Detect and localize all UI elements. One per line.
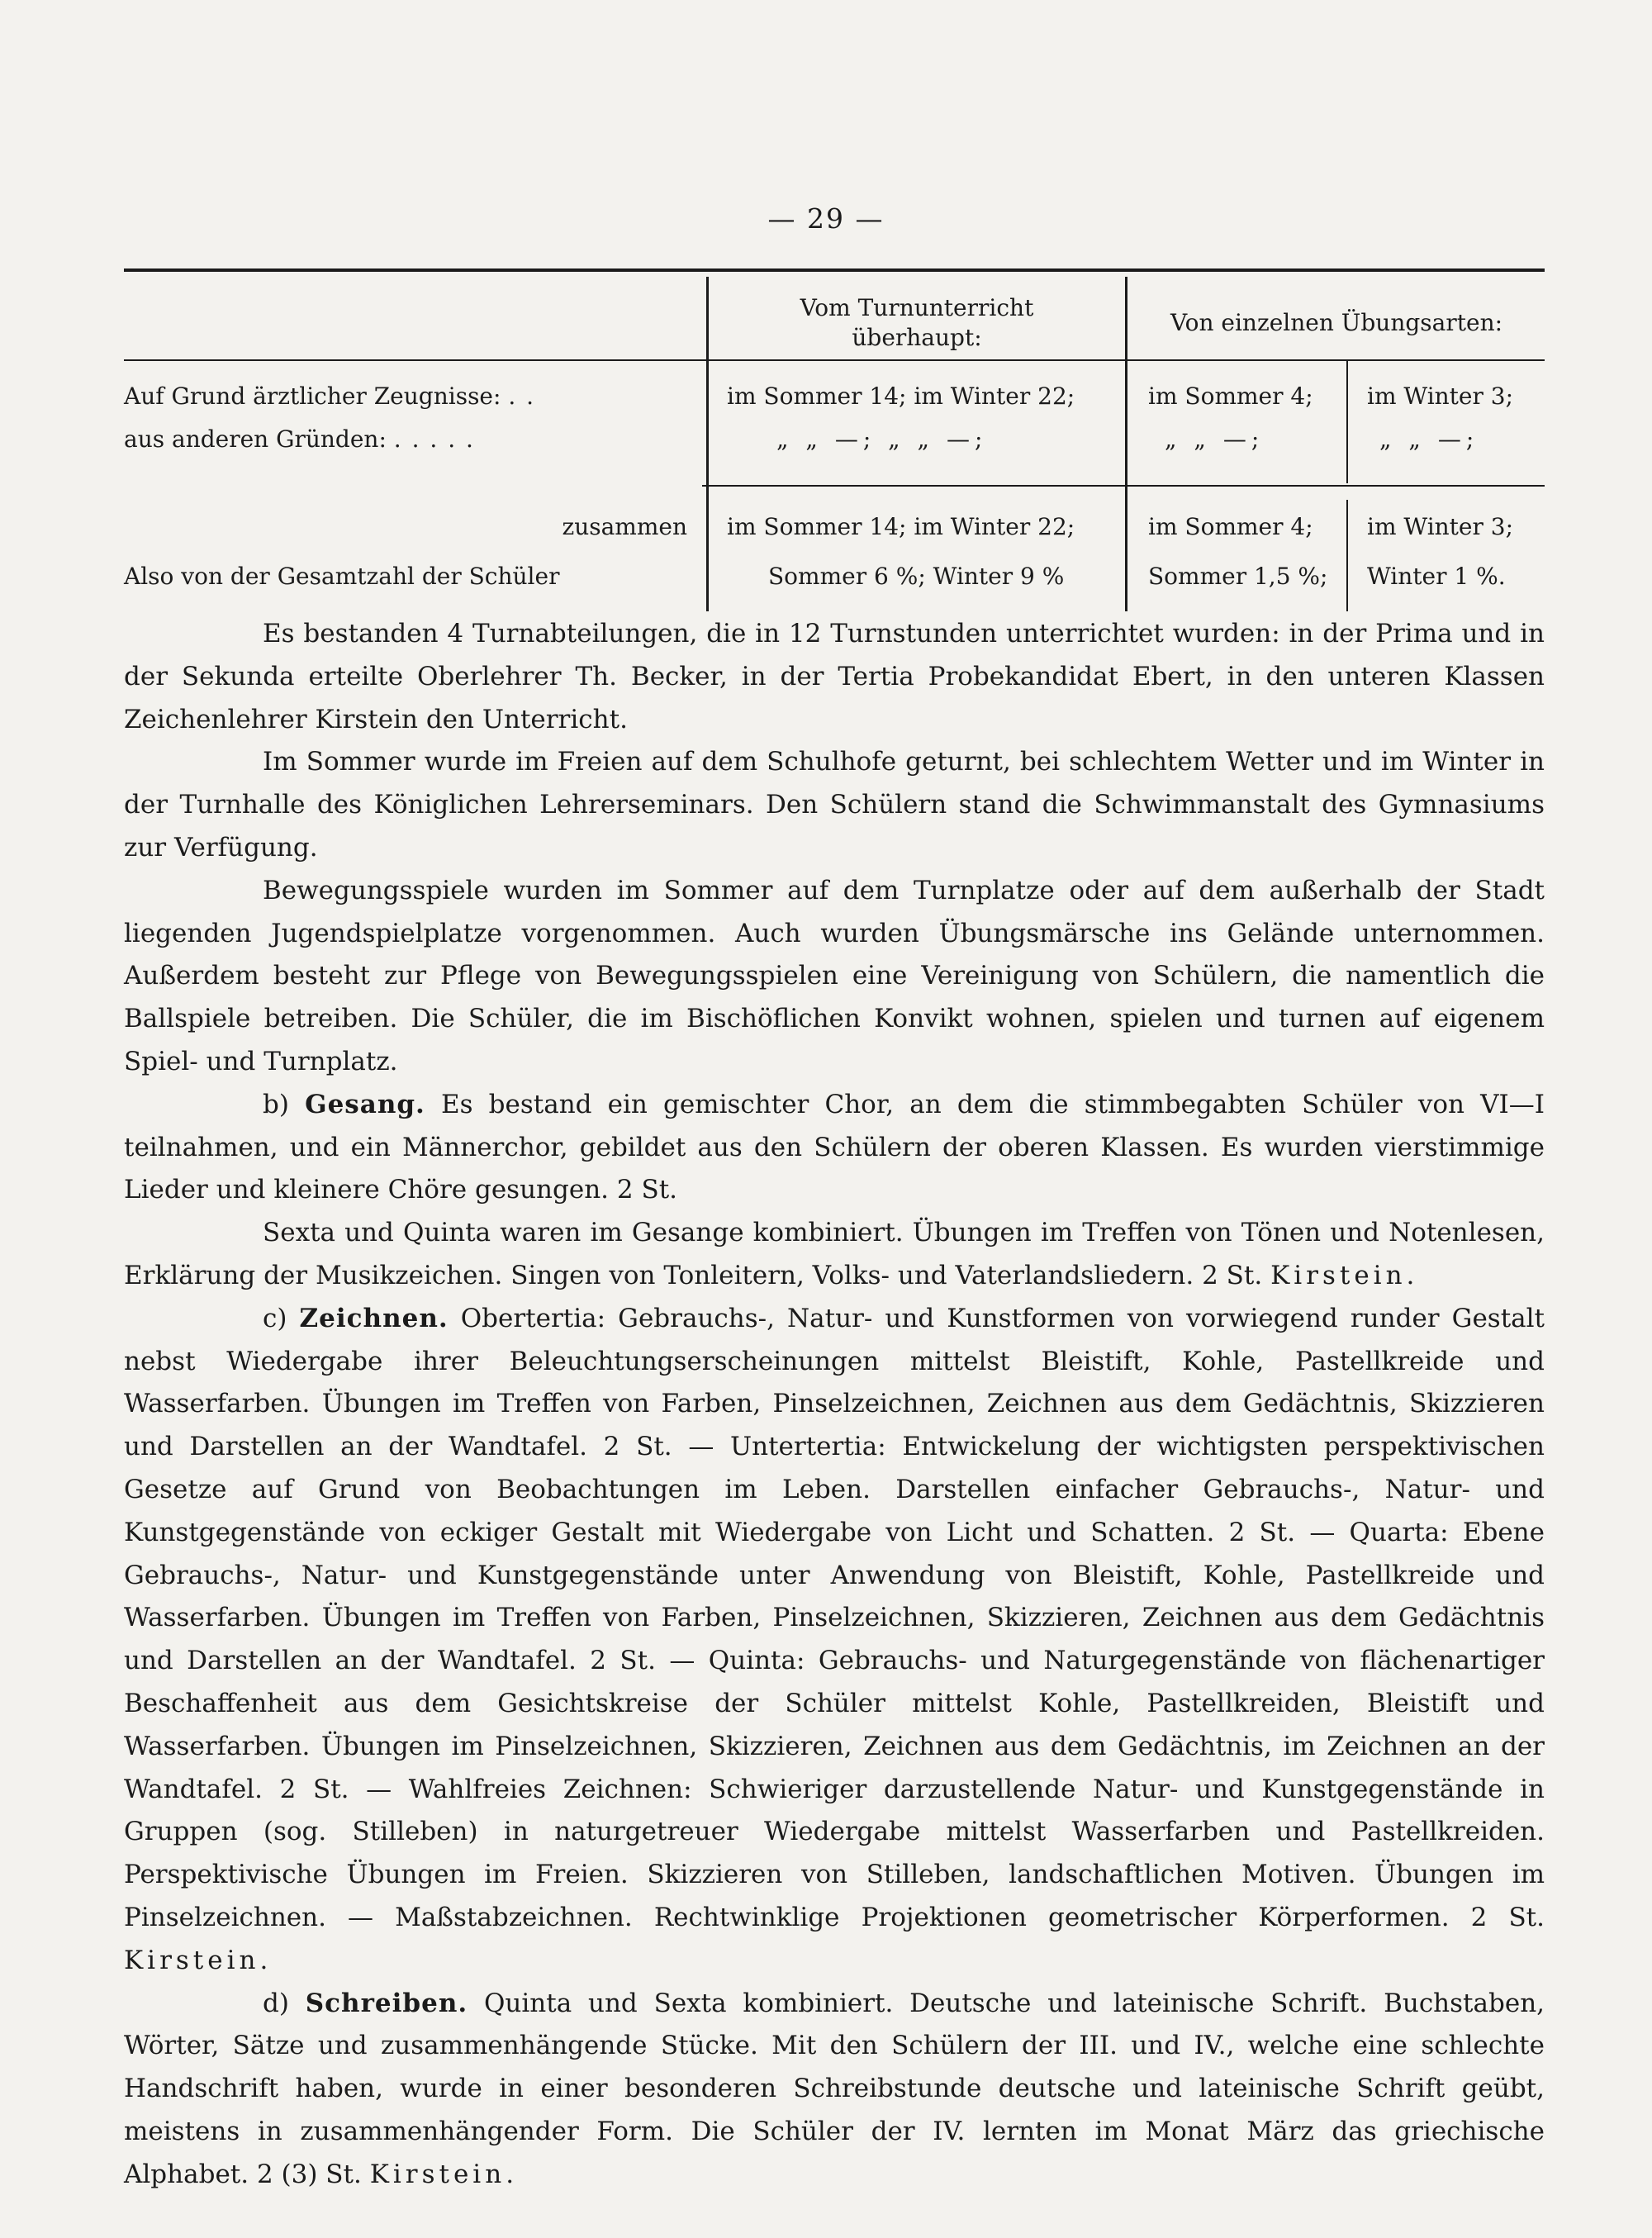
section-label: c) — [263, 1303, 287, 1333]
table-divider-general — [706, 277, 709, 611]
header-general-line2: überhaupt: — [852, 324, 982, 351]
section-heading-writing: Schreiben. — [305, 1988, 468, 2018]
paragraph-movement-games: Bewegungsspiele wurden im Sommer auf dem Turnplatze oder auf dem außerhalb der Stadt liegenden Jugendspielplatze vorgenommen. Auch wurden Übungsmärsche ins Gelände unternommen. Außerdem besteht zur Pflege von Bewegungsspielen eine Vereinigung von Schülern, die namentlich die Ballspiele betreiben. Die Schüler, die im Bischöflichen Konvikt wohnen, spielen und turnen auf eigenem Spiel- und Turnplatz. — [124, 875, 1545, 1076]
paragraph-drawing — [124, 1298, 1545, 1983]
header-general-line1: Vom Turnunterricht — [800, 294, 1034, 321]
row-summer-value: im Sommer 4; — [1148, 513, 1313, 540]
teacher-name: Kirstein. — [124, 1945, 273, 1975]
row-general-value: „ „ —; „ „ —; — [776, 425, 988, 453]
row-summer-value: Sommer 1,5 %; — [1148, 563, 1328, 590]
teacher-name: Kirstein. — [369, 2159, 519, 2189]
row-label — [124, 383, 535, 410]
row-winter-value: „ „ —; — [1379, 425, 1479, 453]
header-general — [710, 293, 1123, 353]
teacher-name: Kirstein. — [1270, 1260, 1419, 1290]
row-general-value: im Sommer 14; im Winter 22; — [727, 383, 1075, 410]
drawing-text: Obertertia: Gebrauchs-, Natur- und Kunstformen von vorwiegend runder Gestalt nebst Wiedergabe ihrer Beleuchtungserscheinungen mittelst Bleistift, Kohle, Pastellkreide und Wasserfarben. Übungen im Treffen von Farben, Pinselzeichnen, Zeichnen aus dem Gedächtnis, Skizzieren und Darstellen an der Wandtafel. 2 St. — Untertertia: Entwickelung der wichtigsten perspektivischen Gesetze auf Grund von Beobachtungen im Leben. Darstellen einfacher Gebrauchs-, Natur- und Kunstgegenstände von eckiger Gestalt mit Wiedergabe von Licht und Schatten. 2 St. — Quarta: Ebene Gebrauchs-, Natur- und Kunstgegenstände unter Anwendung von Bleistift, Kohle, Pastellkreide und Wasserfarben. Übungen im Treffen von Farben, Pinselzeichnen, Skizzieren, Zeichnen aus dem Gedächtnis und Darstellen an der Wandtafel. 2 St. — Quinta: Gebrauchs- und Naturgegenstände von flächenartiger Beschaffenheit aus dem Gesichtskreise der Schüler mittelst Kohle, Pastellkreiden, Bleistift und Wasserfarben. Übungen im Pinselzeichnen, Skizzieren, Zeichnen aus dem Gedächtnis, im Zeichnen an der Wandtafel. 2 St. — Wahlfreies Zeichnen: Schwieriger darzustellende Natur- und Kunstgegenstände in Gruppen (sog. Stilleben) in naturgetreuer Wiedergabe mittelst Wasserfarben und Pastellkreiden. Perspektivische Übungen im Freien. Skizzieren von Stilleben, landschaftlichen Motiven. Übungen im Pinselzeichnen. — Maßstabzeichnen. Rechtwinklige Projektionen geometrischer Körperformen. 2 St. — [124, 1303, 1545, 1932]
section-heading-singing: Gesang. — [305, 1089, 425, 1119]
paragraph-writing — [124, 1983, 1545, 2197]
row-summer-value: „ „ —; — [1165, 425, 1265, 453]
row-label-text: aus anderen Gründen: — [124, 425, 387, 453]
body-text — [124, 613, 1545, 2196]
row-leader: . . — [508, 383, 536, 410]
paragraph-gym-location: Im Sommer wurde im Freien auf dem Schulhofe geturnt, bei schlechtem Wetter und im Winter in der Turnhalle des Königlichen Lehrerseminars. Den Schülern stand die Schwimmanstalt des Gymnasiums zur Verfügung. — [124, 747, 1545, 862]
page-number: — 29 — — [767, 202, 885, 235]
paragraph-gym-divisions: Es bestanden 4 Turnabteilungen, die in 12 Turnstunden unterrichtet wurden: in der Prima und in der Sekunda erteilte Oberlehrer Th. Becker, in der Tertia Probekandidat Ebert, in den unteren Klassen Zeichenlehrer Kirstein den Unterricht. — [124, 619, 1545, 734]
row-label — [124, 425, 475, 453]
row-general-value: im Sommer 14; im Winter 22; — [727, 513, 1075, 540]
row-winter-value: im Winter 3; — [1367, 513, 1514, 540]
paragraph-singing — [124, 1084, 1545, 1212]
singing-lower-text: Sexta und Quinta waren im Gesange kombiniert. Übungen im Treffen von Tönen und Notenlesen, Erklärung der Musikzeichen. Singen von Tonleitern, Volks- und Vaterlandsliedern. 2 St. — [124, 1218, 1545, 1290]
table-subtotal-rule — [702, 485, 1545, 487]
table-divider-exercises — [1125, 277, 1127, 611]
paragraph-singing-lower — [124, 1212, 1545, 1298]
row-winter-value: Winter 1 %. — [1367, 563, 1506, 590]
writing-text: Quinta und Sexta kombiniert. Deutsche und lateinische Schrift. Buchstaben, Wörter, Sätze und zusammenhängende Stücke. Mit den Schülern der III. und IV., welche eine schlechte Handschrift haben, wurde in einer besonderen Schreibstunde deutsche und lateinische Schrift geübt, meistens in zusammenhängender Form. Die Schüler der IV. lernten im Monat März das griechische Alphabet. 2 (3) St. — [124, 1988, 1545, 2189]
section-heading-drawing: Zeichnen. — [299, 1303, 449, 1333]
table-header-rule — [124, 359, 1545, 361]
row-label-text: Auf Grund ärztlicher Zeugnisse: — [124, 383, 501, 410]
row-label-text: Also von der Gesamtzahl der Schüler — [124, 563, 560, 590]
table-top-rule — [124, 268, 1545, 272]
singing-text: Es bestand ein gemischter Chor, an dem die stimmbegabten Schüler von VI—I teilnahmen, und ein Männerchor, gebildet aus den Schülern der oberen Klassen. Es wurden vierstimmige Lieder und kleinere Chöre gesungen. 2 St. — [124, 1089, 1545, 1205]
row-label — [124, 563, 559, 590]
row-winter-value: im Winter 3; — [1367, 383, 1514, 410]
header-exercises: Von einzelnen Übungsarten: — [1170, 309, 1503, 336]
row-leader: . . . . . — [393, 425, 475, 453]
row-label — [124, 513, 687, 540]
gymnastics-exemption-table — [124, 268, 1545, 615]
row-label-text: zusammen — [562, 513, 687, 540]
row-summer-value: im Sommer 4; — [1148, 383, 1313, 410]
table-divider-season-2 — [1346, 500, 1348, 611]
section-label: d) — [263, 1988, 289, 2018]
table-divider-season — [1346, 361, 1348, 483]
section-label: b) — [263, 1089, 289, 1119]
row-general-value: Sommer 6 %; Winter 9 % — [768, 563, 1065, 590]
